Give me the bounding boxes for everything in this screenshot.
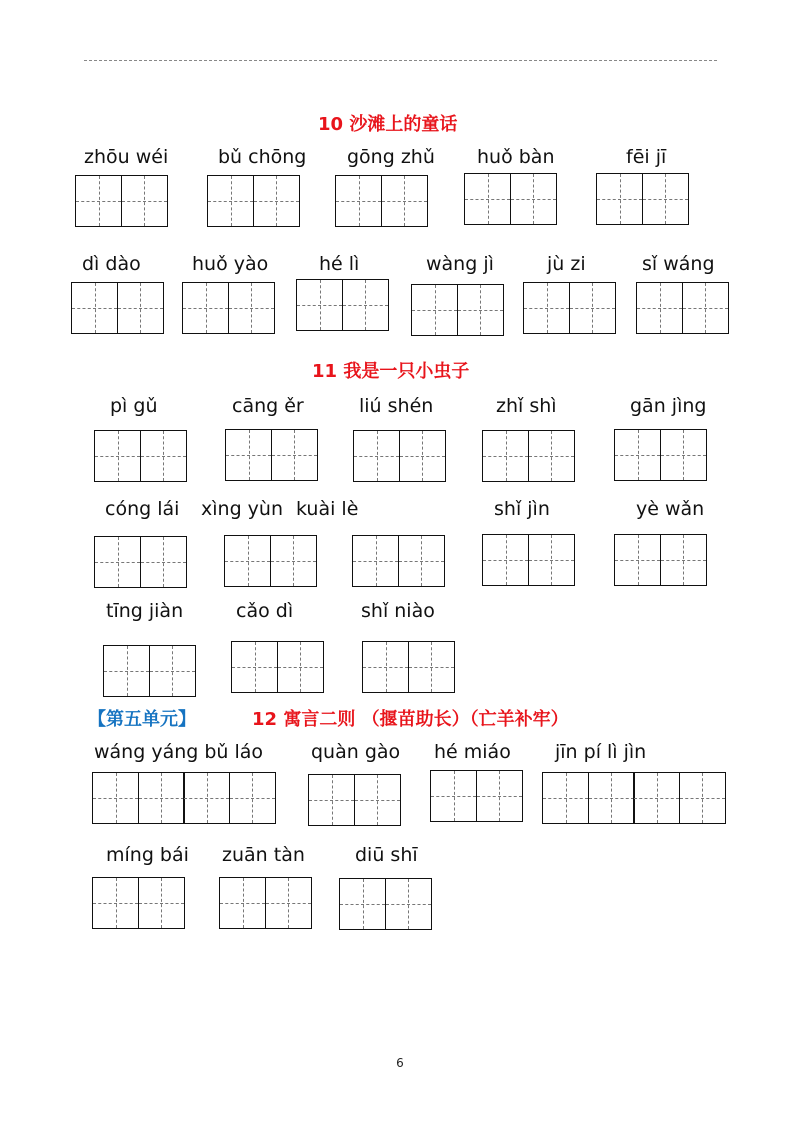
writing-grid[interactable] — [353, 430, 446, 482]
writing-grid[interactable] — [482, 534, 575, 586]
writing-grid[interactable] — [430, 770, 523, 822]
pinyin-label: dì dào — [82, 253, 141, 275]
lesson-11-title: 11 我是一只小虫子 — [312, 361, 470, 382]
pinyin-label: jù zi — [547, 253, 586, 275]
pinyin-label: jīn pí lì jìn — [555, 741, 647, 763]
pinyin-label: shǐ jìn — [494, 498, 550, 520]
unit-5-label: 【第五单元】 — [88, 709, 196, 730]
pinyin-label: sǐ wáng — [642, 253, 715, 275]
writing-grid[interactable] — [219, 877, 312, 929]
pinyin-label: gōng zhǔ — [347, 146, 435, 168]
pinyin-label: hé miáo — [434, 741, 511, 763]
writing-grid[interactable] — [296, 279, 389, 331]
writing-grid[interactable] — [92, 877, 185, 929]
writing-grid[interactable] — [308, 774, 401, 826]
pinyin-label: kuài lè — [296, 498, 359, 520]
unit-5-heading — [88, 705, 196, 731]
writing-grid[interactable] — [596, 173, 689, 225]
writing-grid[interactable] — [482, 430, 575, 482]
lesson-12-heading — [252, 705, 569, 731]
writing-grid[interactable] — [464, 173, 557, 225]
pinyin-label: pì gǔ — [110, 395, 158, 417]
lesson-10-heading — [318, 110, 457, 136]
pinyin-label: gān jìng — [630, 395, 707, 417]
pinyin-label: zhǐ shì — [496, 395, 557, 417]
writing-grid[interactable] — [352, 535, 445, 587]
pinyin-label: bǔ chōng — [218, 146, 307, 168]
pinyin-label: zuān tàn — [222, 844, 305, 866]
writing-grid[interactable] — [411, 284, 504, 336]
pinyin-label: cāng ěr — [232, 395, 304, 417]
pinyin-label: tīng jiàn — [106, 600, 184, 622]
writing-grid[interactable] — [614, 429, 707, 481]
page-number: 6 — [396, 1056, 404, 1070]
writing-grid[interactable] — [94, 536, 187, 588]
pinyin-label: zhōu wéi — [84, 146, 169, 168]
writing-grid[interactable] — [182, 282, 275, 334]
pinyin-label: yè wǎn — [636, 498, 705, 520]
top-rule — [84, 60, 717, 61]
pinyin-label: huǒ bàn — [477, 146, 555, 168]
writing-grid[interactable] — [75, 175, 168, 227]
pinyin-label: cǎo dì — [236, 600, 294, 622]
pinyin-label: shǐ niào — [361, 600, 435, 622]
pinyin-label: fēi jī — [626, 146, 667, 168]
pinyin-label: huǒ yào — [192, 253, 269, 275]
writing-grid[interactable] — [339, 878, 432, 930]
writing-grid[interactable] — [225, 429, 318, 481]
pinyin-label: míng bái — [106, 844, 189, 866]
writing-grid[interactable] — [636, 282, 729, 334]
writing-grid[interactable] — [207, 175, 300, 227]
pinyin-label: cóng lái — [105, 498, 180, 520]
writing-grid[interactable] — [335, 175, 428, 227]
lesson-11-heading — [312, 357, 469, 383]
pinyin-label: hé lì — [319, 253, 360, 275]
lesson-12-title: 12 寓言二则 （揠苗助长）（亡羊补牢） — [252, 709, 569, 730]
pinyin-label: wáng yáng bǔ láo — [94, 741, 264, 763]
pinyin-label: quàn gào — [311, 741, 401, 763]
pinyin-label: wàng jì — [426, 253, 494, 275]
pinyin-label: diū shī — [355, 844, 418, 866]
writing-grid[interactable] — [523, 282, 616, 334]
writing-grid[interactable] — [614, 534, 707, 586]
writing-grid[interactable] — [362, 641, 455, 693]
writing-grid[interactable] — [224, 535, 317, 587]
writing-grid[interactable] — [103, 645, 196, 697]
writing-grid[interactable] — [92, 772, 276, 824]
pinyin-label: xìng yùn — [201, 498, 283, 520]
writing-grid[interactable] — [542, 772, 726, 824]
pinyin-label: liú shén — [359, 395, 434, 417]
lesson-10-title: 10 沙滩上的童话 — [318, 114, 458, 135]
writing-grid[interactable] — [94, 430, 187, 482]
writing-grid[interactable] — [71, 282, 164, 334]
writing-grid[interactable] — [231, 641, 324, 693]
